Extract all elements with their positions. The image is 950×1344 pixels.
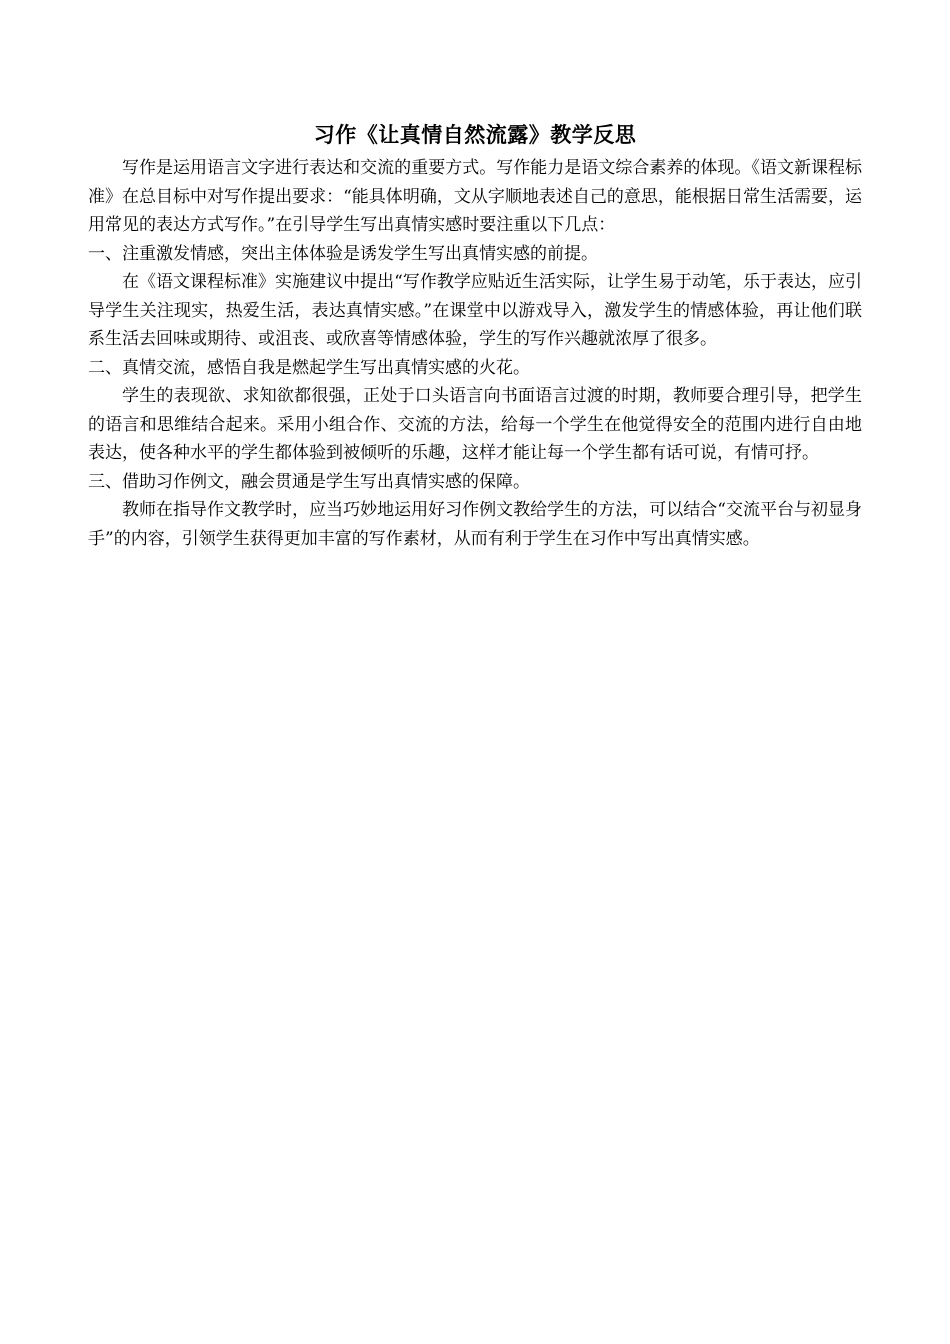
document-page <box>88 120 862 553</box>
section-heading-3: 三、借助习作例文，融会贯通是学生写出真情实感的保障。 <box>88 471 530 492</box>
intro-paragraph: 写作是运用语言文字进行表达和交流的重要方式。写作能力是语文综合素养的体现。《语文新课程标准》在总目标中对写作提出要求：“能具体明确，文从字顺地表述自己的意思，能根据日常生活需要，运用常见的表达方式写作。”在引导学生写出真情实感时要注重以下几点： <box>88 158 862 235</box>
document-title: 习作《让真情自然流露》教学反思 <box>313 123 637 147</box>
section-body-3: 教师在指导作文教学时，应当巧妙地运用好习作例文教给学生的方法，可以结合“交流平台与初显身手”的内容，引领学生获得更加丰富的写作素材，从而有利于学生在习作中写出真情实感。 <box>88 500 862 549</box>
section-body-1: 在《语文课程标准》实施建议中提出“写作教学应贴近生活实际，让学生易于动笔，乐于表达，应引导学生关注现实，热爱生活，表达真情实感。”在课堂中以游戏导入，激发学生的情感体验，再让他们联系生活去回味或期待、或沮丧、或欣喜等情感体验，学生的写作兴趣就浓厚了很多。 <box>88 272 862 349</box>
section-body-2: 学生的表现欲、求知欲都很强，正处于口头语言向书面语言过渡的时期，教师要合理引导，把学生的语言和思维结合起来。采用小组合作、交流的方法，给每一个学生在他觉得安全的范围内进行自由地表达，使各种水平的学生都体验到被倾听的乐趣，这样才能让每一个学生都有话可说，有情可抒。 <box>88 386 862 463</box>
section-heading-1: 一、注重激发情感，突出主体体验是诱发学生写出真情实感的前提。 <box>88 243 598 264</box>
section-heading-2: 二、真情交流，感悟自我是燃起学生写出真情实感的火花。 <box>88 357 530 378</box>
